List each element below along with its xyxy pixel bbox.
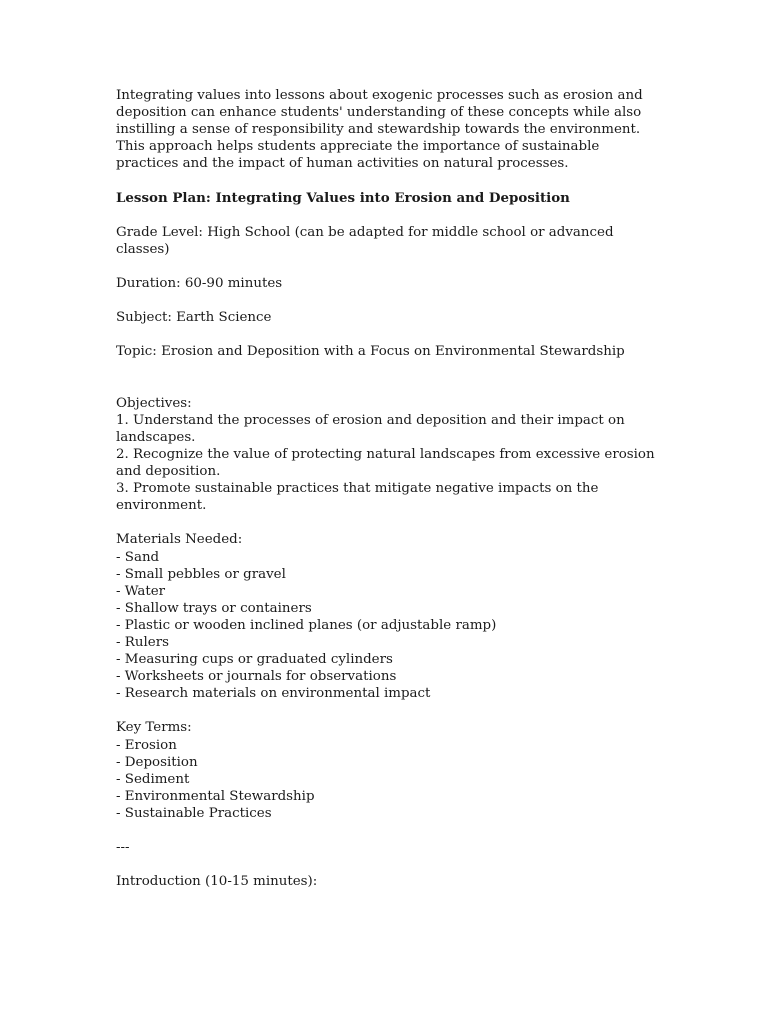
key-term-item: - Sediment: [116, 771, 190, 787]
material-item: - Shallow trays or containers: [116, 600, 312, 616]
key-terms-heading: Key Terms:: [116, 720, 192, 736]
objectives-section: [116, 395, 656, 515]
introduction-heading: Introduction (10-15 minutes):: [116, 874, 318, 890]
objective-item: 3. Promote sustainable practices that mitigate negative impacts on the environment.: [116, 481, 599, 514]
objectives-heading: Objectives:: [116, 395, 192, 411]
subject: Subject: Earth Science: [116, 310, 272, 326]
key-term-item: - Erosion: [116, 737, 177, 753]
material-item: - Plastic or wooden inclined planes (or adjustable ramp): [116, 617, 497, 633]
materials-section: [116, 531, 656, 702]
material-item: - Sand: [116, 549, 160, 565]
section-separator: ---: [116, 840, 130, 856]
material-item: - Small pebbles or gravel: [116, 566, 286, 582]
key-terms-section: [116, 719, 656, 822]
key-term-item: - Sustainable Practices: [116, 805, 272, 821]
key-term-item: - Deposition: [116, 754, 198, 770]
intro-paragraph: Integrating values into lessons about exogenic processes such as erosion and deposition can enhance students' understanding of these concepts while also instilling a sense of responsibility and stewardship towards the environment. This approach helps students appreciate the importance of sustainable practices and the impact of human activities on natural processes.: [116, 88, 643, 172]
materials-heading: Materials Needed:: [116, 532, 243, 548]
grade-level: Grade Level: High School (can be adapted for middle school or advanced classes): [116, 224, 614, 257]
topic: Topic: Erosion and Deposition with a Focus on Environmental Stewardship: [116, 344, 625, 360]
material-item: - Research materials on environmental impact: [116, 686, 431, 702]
key-term-item: - Environmental Stewardship: [116, 788, 315, 804]
document-page: [116, 87, 656, 890]
duration: Duration: 60-90 minutes: [116, 276, 283, 292]
objective-item: 2. Recognize the value of protecting natural landscapes from excessive erosion and deposition.: [116, 446, 655, 480]
material-item: - Water: [116, 583, 166, 599]
lesson-title: Lesson Plan: Integrating Values into Erosion and Deposition: [116, 189, 570, 206]
material-item: - Rulers: [116, 635, 169, 650]
material-item: - Measuring cups or graduated cylinders: [116, 652, 393, 668]
material-item: - Worksheets or journals for observations: [116, 669, 397, 685]
objective-item: 1. Understand the processes of erosion and deposition and their impact on landscapes.: [116, 412, 625, 445]
